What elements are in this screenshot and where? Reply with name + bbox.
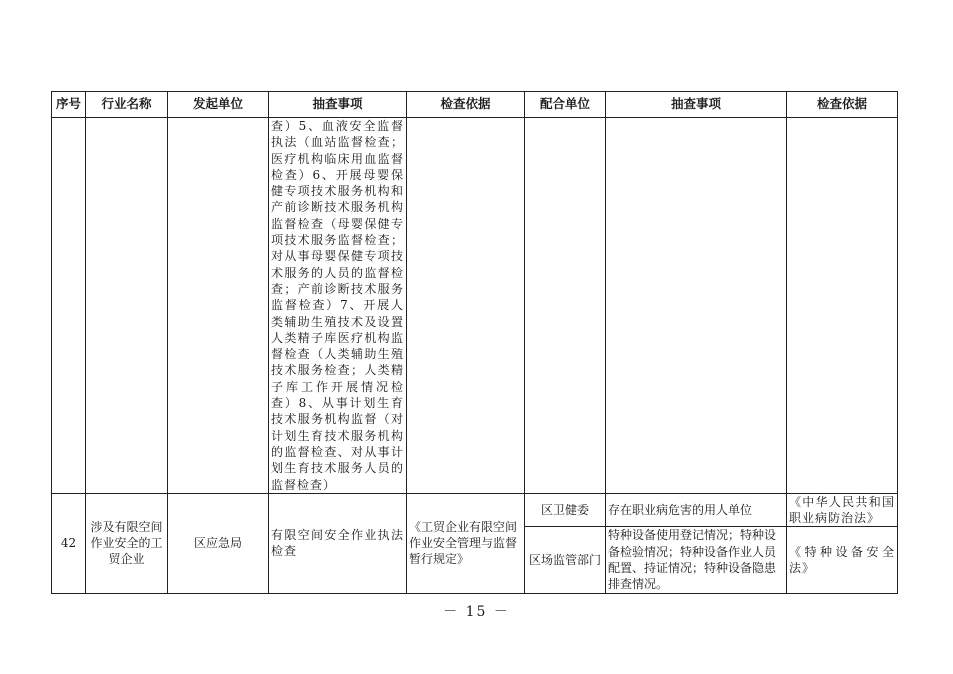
row-industry: 涉及有限空间作业安全的工贸企业 <box>86 493 168 593</box>
table-row-42a <box>52 493 898 527</box>
header-number: 序号 <box>52 92 86 118</box>
row-number: 42 <box>52 493 86 593</box>
header-initiator: 发起单位 <box>168 92 269 118</box>
sub-unit-market: 区场监管部门 <box>525 527 606 593</box>
sub-item-market: 特种设备使用登记情况；特种设备检验情况；特种设备作业人员配置、持证情况；特种设备隐患排查情况。 <box>606 527 787 593</box>
sub-unit-health: 区卫健委 <box>525 493 606 527</box>
header-cooperating-item: 抽查事项 <box>606 92 787 118</box>
row-basis: 《工贸企业有限空间作业安全管理与监督暂行规定》 <box>407 493 525 593</box>
inspection-table <box>51 91 898 594</box>
cell-empty <box>168 118 269 494</box>
row-item: 有限空间安全作业执法检查 <box>269 493 407 593</box>
header-inspection-item: 抽查事项 <box>269 92 407 118</box>
header-industry: 行业名称 <box>86 92 168 118</box>
cell-empty <box>525 118 606 494</box>
cell-empty <box>52 118 86 494</box>
sub-basis-health: 《中华人民共和国职业病防治法》 <box>787 493 898 527</box>
header-cooperating-basis: 检查依据 <box>787 92 898 118</box>
row-initiator: 区应急局 <box>168 493 269 593</box>
header-inspection-basis: 检查依据 <box>407 92 525 118</box>
header-cooperating-unit: 配合单位 <box>525 92 606 118</box>
header-row <box>52 92 898 118</box>
sub-basis-market: 《特种设备安全法》 <box>787 527 898 593</box>
page-number: － 15 － <box>443 604 510 620</box>
table-row-continuation <box>52 118 898 494</box>
continuation-item-text: 查）5、血液安全监督执法（血站监督检查；医疗机构临床用血监督检查）6、开展母婴保健专项技术服务机构和产前诊断技术服务机构监督检查（母婴保健专项技术服务监督检查；对从事母婴保健专项技术服务的人员的监督检查；产前诊断技术服务监督检查）7、开展人类辅助生殖技术及设置人类精子库医疗机构监督检查（人类辅助生殖技术服务检查；人类精子库工作开展情况检查）8、从事计划生育技术服务机构监督（对计划生育技术服务机构的监督检查、对从事计划生育技术服务人员的监督检查） <box>269 118 407 494</box>
cell-empty <box>787 118 898 494</box>
cell-empty <box>407 118 525 494</box>
cell-empty <box>86 118 168 494</box>
cell-empty <box>606 118 787 494</box>
sub-item-health: 存在职业病危害的用人单位 <box>606 493 787 527</box>
